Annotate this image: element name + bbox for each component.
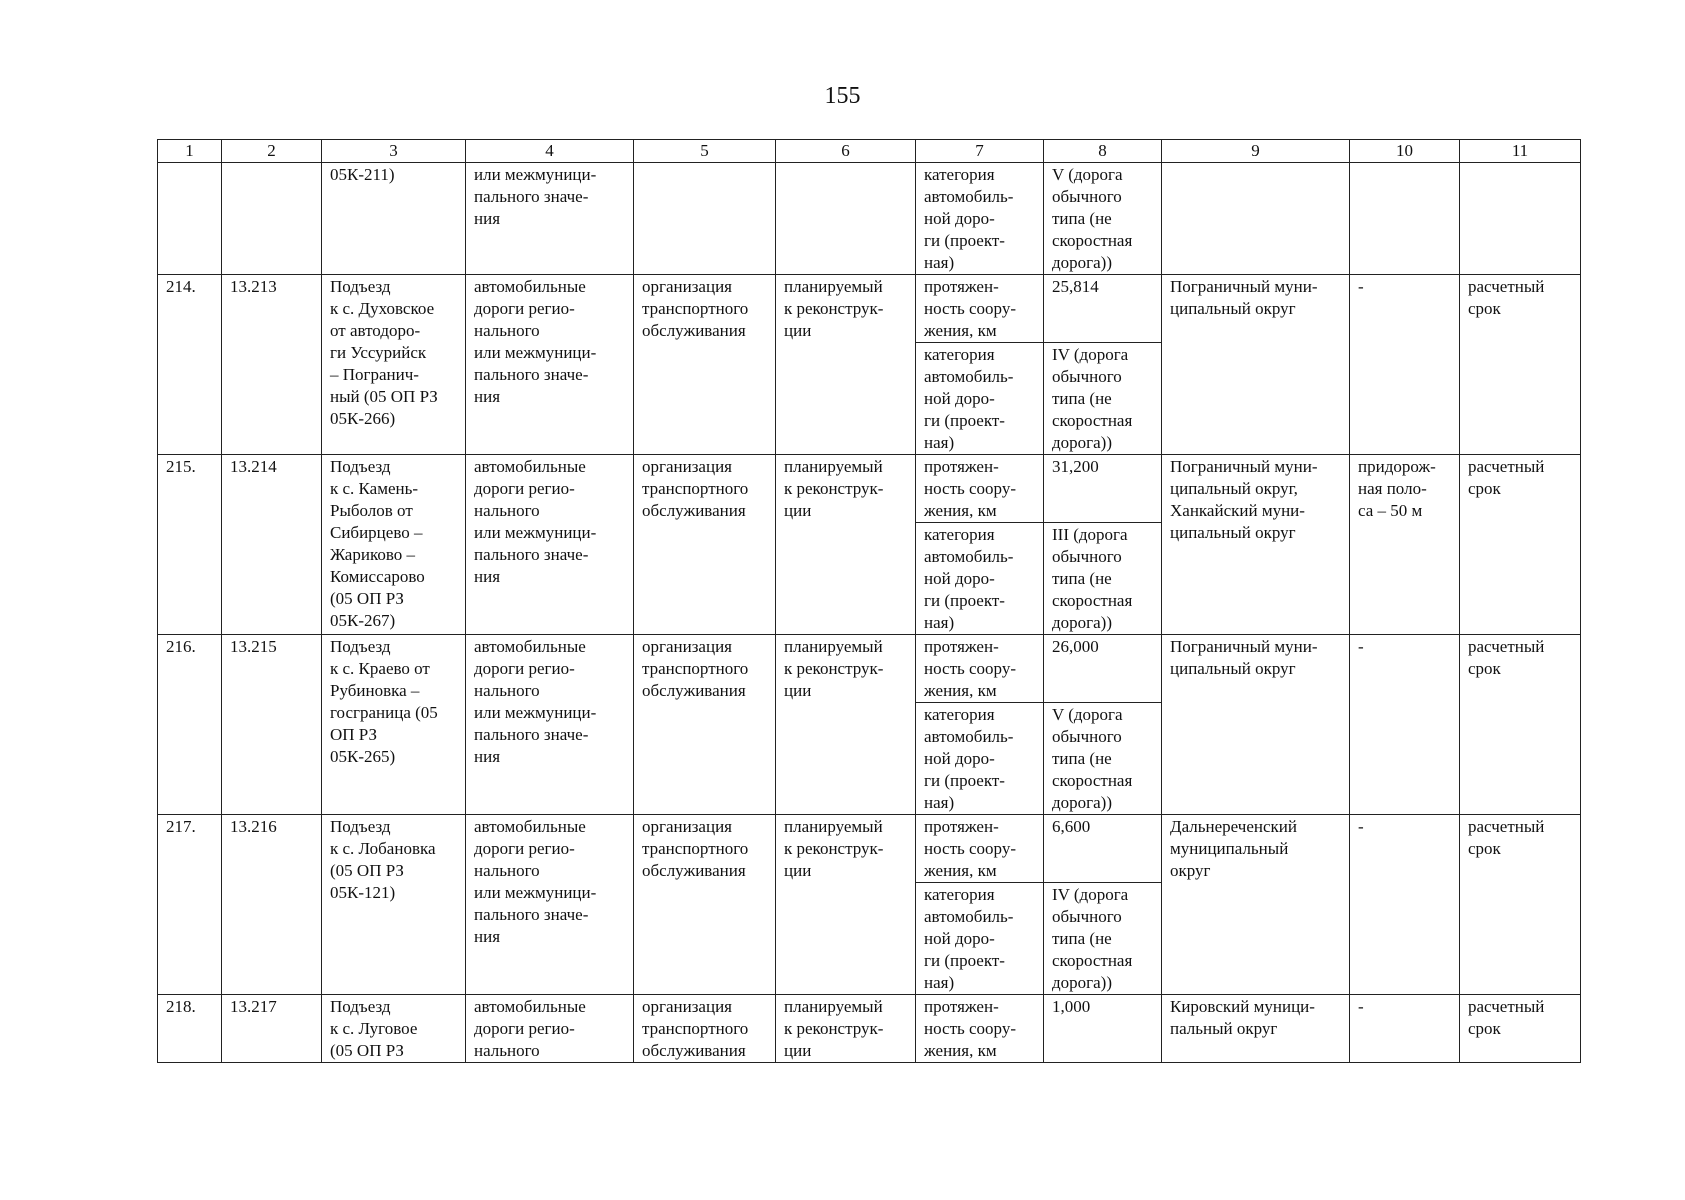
object-code-cell: 13.216 <box>222 815 322 995</box>
object-type-cell: автомобильные дороги регио- нального или межмуници- пального значе- ния <box>466 635 634 815</box>
column-header: 2 <box>222 140 322 163</box>
term-cell: расчетный срок <box>1460 275 1581 455</box>
row-number-cell: 216. <box>158 635 222 815</box>
column-header: 1 <box>158 140 222 163</box>
value-cell: 6,600 <box>1044 815 1162 883</box>
term-cell: расчетный срок <box>1460 635 1581 815</box>
status-cell: планируемый к реконструк- ции <box>776 455 916 635</box>
status-cell: планируемый к реконструк- ции <box>776 815 916 995</box>
column-header: 3 <box>322 140 466 163</box>
row-number-cell: 217. <box>158 815 222 995</box>
row-number-cell: 214. <box>158 275 222 455</box>
parameter-cell: категория автомобиль- ной доро- ги (проект- ная) <box>916 883 1044 995</box>
table-row <box>158 815 1581 883</box>
column-header: 4 <box>466 140 634 163</box>
zone-cell: - <box>1350 275 1460 455</box>
value-cell: IV (дорога обычного типа (не скоростная дорога)) <box>1044 343 1162 455</box>
object-code-cell: 13.213 <box>222 275 322 455</box>
table-row <box>158 995 1581 1063</box>
purpose-cell: организация транспортного обслуживания <box>634 455 776 635</box>
object-type-cell: автомобильные дороги регио- нального или межмуници- пального значе- ния <box>466 815 634 995</box>
status-cell: планируемый к реконструк- ции <box>776 635 916 815</box>
parameter-cell: протяжен- ность соору- жения, км <box>916 455 1044 523</box>
object-name-cell: Подъезд к с. Краево от Рубиновка – госграница (05 ОП РЗ 05К-265) <box>322 635 466 815</box>
column-header: 7 <box>916 140 1044 163</box>
cell-empty <box>1460 163 1581 275</box>
cell-empty <box>158 163 222 275</box>
value-cell: 1,000 <box>1044 995 1162 1063</box>
column-header: 10 <box>1350 140 1460 163</box>
cell-empty <box>222 163 322 275</box>
column-header: 8 <box>1044 140 1162 163</box>
zone-cell: - <box>1350 815 1460 995</box>
page-number: 155 <box>824 83 861 109</box>
object-name-cell: Подъезд к с. Духовское от автодоро- ги Уссурийск – Погранич- ный (05 ОП РЗ 05К-266) <box>322 275 466 455</box>
location-cell: Дальнереченский муниципальный округ <box>1162 815 1350 995</box>
object-type-cell: или межмуници- пального значе- ния <box>466 163 634 275</box>
parameter-cell: протяжен- ность соору- жения, км <box>916 815 1044 883</box>
parameter-cell: протяжен- ность соору- жения, км <box>916 995 1044 1063</box>
value-cell: 26,000 <box>1044 635 1162 703</box>
object-name-cell: 05К-211) <box>322 163 466 275</box>
object-code-cell: 13.214 <box>222 455 322 635</box>
location-cell: Пограничный муни- ципальный округ <box>1162 635 1350 815</box>
continuation-row <box>158 163 1581 275</box>
table-row <box>158 635 1581 703</box>
value-cell: 25,814 <box>1044 275 1162 343</box>
object-type-cell: автомобильные дороги регио- нального или межмуници- пального значе- ния <box>466 455 634 635</box>
zone-cell: придорож- ная поло- са – 50 м <box>1350 455 1460 635</box>
location-cell: Пограничный муни- ципальный округ, Ханкайский муни- ципальный округ <box>1162 455 1350 635</box>
parameter-cell: протяжен- ность соору- жения, км <box>916 635 1044 703</box>
purpose-cell: организация транспортного обслуживания <box>634 995 776 1063</box>
cell-empty <box>1162 163 1350 275</box>
object-name-cell: Подъезд к с. Луговое (05 ОП РЗ <box>322 995 466 1063</box>
parameter-cell: категория автомобиль- ной доро- ги (проект- ная) <box>916 163 1044 275</box>
object-type-cell: автомобильные дороги регио- нального или межмуници- пального значе- ния <box>466 275 634 455</box>
status-cell: планируемый к реконструк- ции <box>776 995 916 1063</box>
value-cell: V (дорога обычного типа (не скоростная дорога)) <box>1044 703 1162 815</box>
term-cell: расчетный срок <box>1460 455 1581 635</box>
column-header: 5 <box>634 140 776 163</box>
column-header: 11 <box>1460 140 1581 163</box>
value-cell: 31,200 <box>1044 455 1162 523</box>
term-cell: расчетный срок <box>1460 995 1581 1063</box>
table-row <box>158 275 1581 343</box>
parameter-cell: протяжен- ность соору- жения, км <box>916 275 1044 343</box>
purpose-cell: организация транспортного обслуживания <box>634 275 776 455</box>
location-cell: Пограничный муни- ципальный округ <box>1162 275 1350 455</box>
purpose-cell: организация транспортного обслуживания <box>634 815 776 995</box>
cell-empty <box>776 163 916 275</box>
location-cell: Кировский муници- пальный округ <box>1162 995 1350 1063</box>
column-header: 6 <box>776 140 916 163</box>
status-cell: планируемый к реконструк- ции <box>776 275 916 455</box>
value-cell: V (дорога обычного типа (не скоростная дорога)) <box>1044 163 1162 275</box>
cell-empty <box>1350 163 1460 275</box>
column-number-row <box>158 140 1581 163</box>
register-table <box>157 139 1581 1063</box>
cell-empty <box>634 163 776 275</box>
table-row <box>158 455 1581 523</box>
object-code-cell: 13.215 <box>222 635 322 815</box>
zone-cell: - <box>1350 995 1460 1063</box>
object-name-cell: Подъезд к с. Камень- Рыболов от Сибирцево – Жариково – Комиссарово (05 ОП РЗ 05К-267) <box>322 455 466 635</box>
value-cell: III (дорога обычного типа (не скоростная дорога)) <box>1044 523 1162 635</box>
parameter-cell: категория автомобиль- ной доро- ги (проект- ная) <box>916 343 1044 455</box>
row-number-cell: 218. <box>158 995 222 1063</box>
object-code-cell: 13.217 <box>222 995 322 1063</box>
parameter-cell: категория автомобиль- ной доро- ги (проект- ная) <box>916 703 1044 815</box>
object-name-cell: Подъезд к с. Лобановка (05 ОП РЗ 05К-121) <box>322 815 466 995</box>
value-cell: IV (дорога обычного типа (не скоростная дорога)) <box>1044 883 1162 995</box>
column-header: 9 <box>1162 140 1350 163</box>
object-type-cell: автомобильные дороги регио- нального <box>466 995 634 1063</box>
term-cell: расчетный срок <box>1460 815 1581 995</box>
row-number-cell: 215. <box>158 455 222 635</box>
zone-cell: - <box>1350 635 1460 815</box>
purpose-cell: организация транспортного обслуживания <box>634 635 776 815</box>
parameter-cell: категория автомобиль- ной доро- ги (проект- ная) <box>916 523 1044 635</box>
